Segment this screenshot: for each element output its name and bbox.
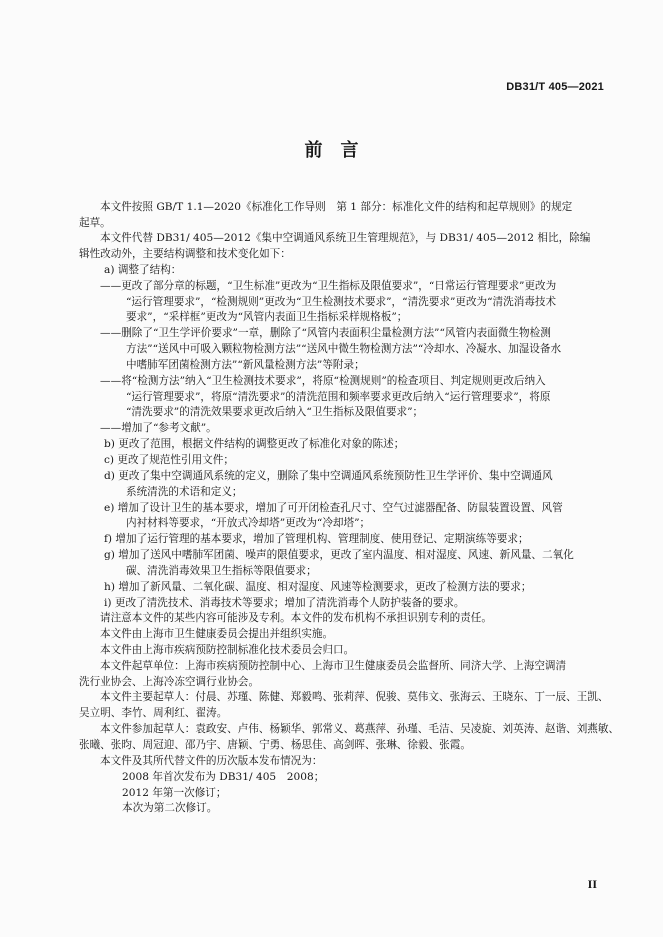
participant-drafters: 张曦、张昀、周冠迎、邵乃宇、唐颖、宁勇、杨思佳、高剑晖、张琳、徐毅、张霞。 [79,739,471,751]
centralized-statement: 本文件由上海市疾病预防控制标准化技术委员会归口。 [100,644,355,656]
page-title: 前 言 [304,140,359,161]
list-item-d: 系统清洗的术语和定义； [126,486,243,498]
intro-line: 辑性改动外，主要结构调整和技术变化如下： [79,248,291,260]
page-number: II [587,877,597,891]
main-drafters: 吴立明、李竹、周利红、翟涛。 [79,707,228,719]
dash-item-line: ——将“检测方法”纳入“卫生检测技术要求”，将原“检测规则”的检查项目、判定规则更改后纳入 [100,375,546,387]
proposer-statement: 本文件由上海市卫生健康委员会提出并组织实施。 [100,628,334,640]
version-history-item: 本次为第二次修订。 [122,802,218,814]
dash-item-line: 要求”，“采样框”更改为“风管内表面卫生指标采样规格板”； [126,311,408,323]
version-history-item: 2012 年第一次修订； [122,787,227,799]
intro-line: 本文件按照 GB/T 1.1—2020《标准化工作导则 第 1 部分：标准化文件的结构和起草规则》的规定 [100,201,573,213]
list-item-a: a) 调整了结构： [104,264,182,276]
list-item-e: e) 增加了设计卫生的基本要求，增加了可开闭检查孔尺寸、空气过滤器配备、防鼠装置设置、风管 [104,502,563,514]
list-item-f: f) 增加了运行管理的基本要求，增加了管理机构、管理制度、使用登记、定期演练等要求； [104,533,529,545]
intro-line: 起草。 [79,217,111,229]
list-item-h: h) 增加了新风量、二氧化碳、温度、相对湿度、风速等检测要求，更改了检测方法的要求； [104,581,532,593]
dash-item-line: ——删除了“卫生学评价要求”一章，删除了“风管内表面积尘量检测方法”“风管内表面微生物检测 [100,327,551,339]
dash-item-line: “清洗要求”的清洗效果要求更改后纳入“卫生指标及限值要求”； [126,406,424,418]
list-item-d: d) 更改了集中空调通风系统的定义，删除了集中空调通风系统预防性卫生学评价、集中空调通风 [104,470,553,482]
dash-item-line: “运行管理要求”，将原“清洗要求”的清洗范围和频率要求更改后纳入“运行管理要求”，将原 [126,391,551,403]
intro-line: 本文件代替 DB31/ 405—2012《集中空调通风系统卫生管理规范》，与 DB31/ 405—2012 相比，除编 [100,232,591,244]
dash-item-line: ——更改了部分章的标题，“卫生标准”更改为“卫生指标及限值要求”，“日常运行管理要求”更改为 [100,280,557,292]
dash-item-line: 中嗜肺军团菌检测方法”“新风量检测方法”等附录； [126,359,365,371]
list-item-b: b) 更改了范围，根据文件结构的调整更改了标准化对象的陈述； [104,438,405,450]
version-history-intro: 本文件及其所代替文件的历次版本发布情况为： [100,755,323,767]
main-drafters: 本文件主要起草人：付晨、苏瑾、陈健、郑毅鸣、张莉萍、倪骏、莫伟文、张海云、王晓东、丁一辰、王凯、 [100,691,609,703]
dash-item-line: “运行管理要求”，“检测规则”更改为“卫生检测技术要求”，“清洗要求”更改为“清洗消毒技术 [126,296,557,308]
drafting-units: 洗行业协会、上海冷冻空调行业协会。 [79,676,260,688]
list-item-c: c) 更改了规范性引用文件； [104,454,234,466]
dash-item-line: 方法”“送风中可吸入颗粒物检测方法”“送风中微生物检测方法”“冷却水、冷凝水、加湿设备水 [126,343,562,355]
participant-drafters: 本文件参加起草人：袁政安、卢伟、杨颖华、郭常义、葛燕萍、孙瑾、毛洁、吴凌旋、刘英涛、赵谐、刘燕敏、 [100,723,620,735]
list-item-e: 内衬材料等要求，“开放式冷却塔”更改为“冷却塔”； [126,517,371,529]
dash-item-line: ——增加了“参考文献”。 [100,422,217,434]
list-item-g: g) 增加了送风中嗜肺军团菌、噪声的限值要求，更改了室内温度、相对湿度、风速、新风量、二氧化 [104,549,574,561]
list-item-i: i) 更改了清洗技术、消毒技术等要求；增加了清洗消毒个人防护装备的要求。 [104,597,465,609]
patent-notice: 请注意本文件的某些内容可能涉及专利。本文件的发布机构不承担识别专利的责任。 [100,612,492,624]
drafting-units: 本文件起草单位：上海市疾病预防控制中心、上海市卫生健康委员会监督所、同济大学、上海空调清 [100,660,567,672]
list-item-g: 碳、清洗消毒效果卫生指标等限值要求； [126,565,317,577]
document-code: DB31/T 405—2021 [506,81,604,93]
version-history-item: 2008 年首次发布为 DB31/ 405 2008； [122,771,325,783]
